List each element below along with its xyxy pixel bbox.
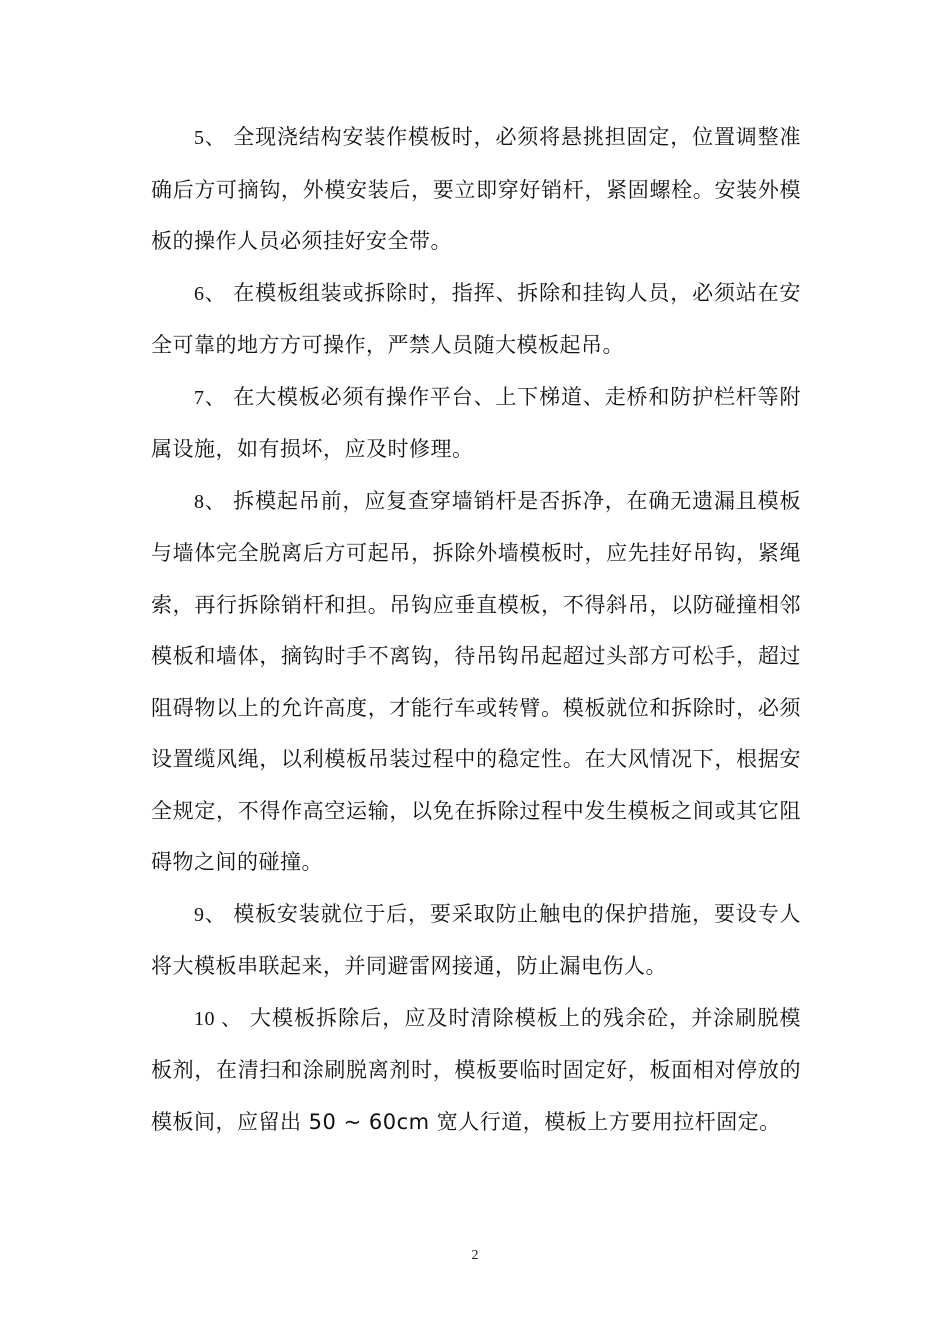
paragraph-text: 在大模板必须有操作平台、上下梯道、走桥和防护栏杆等附属设施，如有损坏，应及时修理。 — [151, 384, 801, 461]
paragraph-10 — [151, 993, 801, 1149]
document-body — [151, 112, 801, 1148]
paragraph-8 — [151, 476, 801, 889]
paragraph-number: 9、 — [194, 903, 226, 926]
paragraph-text: 大模板拆除后，应及时清除模板上的残余砼，并涂刷脱模板剂，在清扫和涂刷脱离剂时，模板要临时固定好，板面相对停放的模板间，应留出 50 ~ 60cm 宽人行道，模板上方要用拉杆固定。 — [151, 1005, 801, 1134]
paragraph-text: 模板安装就位于后，要采取防止触电的保护措施，要设专人将大模板串联起来，并同避雷网接通，防止漏电伤人。 — [151, 901, 801, 978]
paragraph-5 — [151, 112, 801, 268]
paragraph-number: 5、 — [194, 127, 226, 149]
paragraph-text: 在模板组装或拆除时，指挥、拆除和挂钩人员，必须站在安全可靠的地方方可操作，严禁人员随大模板起吊。 — [151, 280, 801, 357]
paragraph-text: 全现浇结构安装作模板时，必须将悬挑担固定，位置调整准确后方可摘钩，外模安装后，要立即穿好销杆，紧固螺栓。安装外模板的操作人员必须挂好安全带。 — [151, 125, 801, 253]
paragraph-text: 拆模起吊前，应复查穿墙销杆是否拆净，在确无遗漏且模板与墙体完全脱离后方可起吊，拆除外墙模板时，应先挂好吊钩，紧绳索，再行拆除销杆和担。吊钩应垂直模板，不得斜吊，以防碰撞相邻模板和墙体，摘钩时手不离钩，待吊钩吊起超过头部方可松手，超过阻碍物以上的允许高度，才能行车或转臂。模板就位和拆除时，必须设置缆风绳，以利模板吊装过程中的稳定性。在大风情况下，根据安全规定，不得作高空运输，以免在拆除过程中发生模板之间或其它阻碍物之间的碰撞。 — [151, 488, 801, 874]
paragraph-6 — [151, 268, 801, 372]
paragraph-number: 6、 — [194, 282, 226, 305]
paragraph-9 — [151, 889, 801, 993]
page-number: 2 — [471, 1248, 479, 1263]
paragraph-number: 10 、 — [194, 1007, 243, 1030]
paragraph-number: 7、 — [194, 386, 226, 409]
paragraph-7 — [151, 372, 801, 476]
paragraph-number: 8、 — [194, 490, 226, 513]
